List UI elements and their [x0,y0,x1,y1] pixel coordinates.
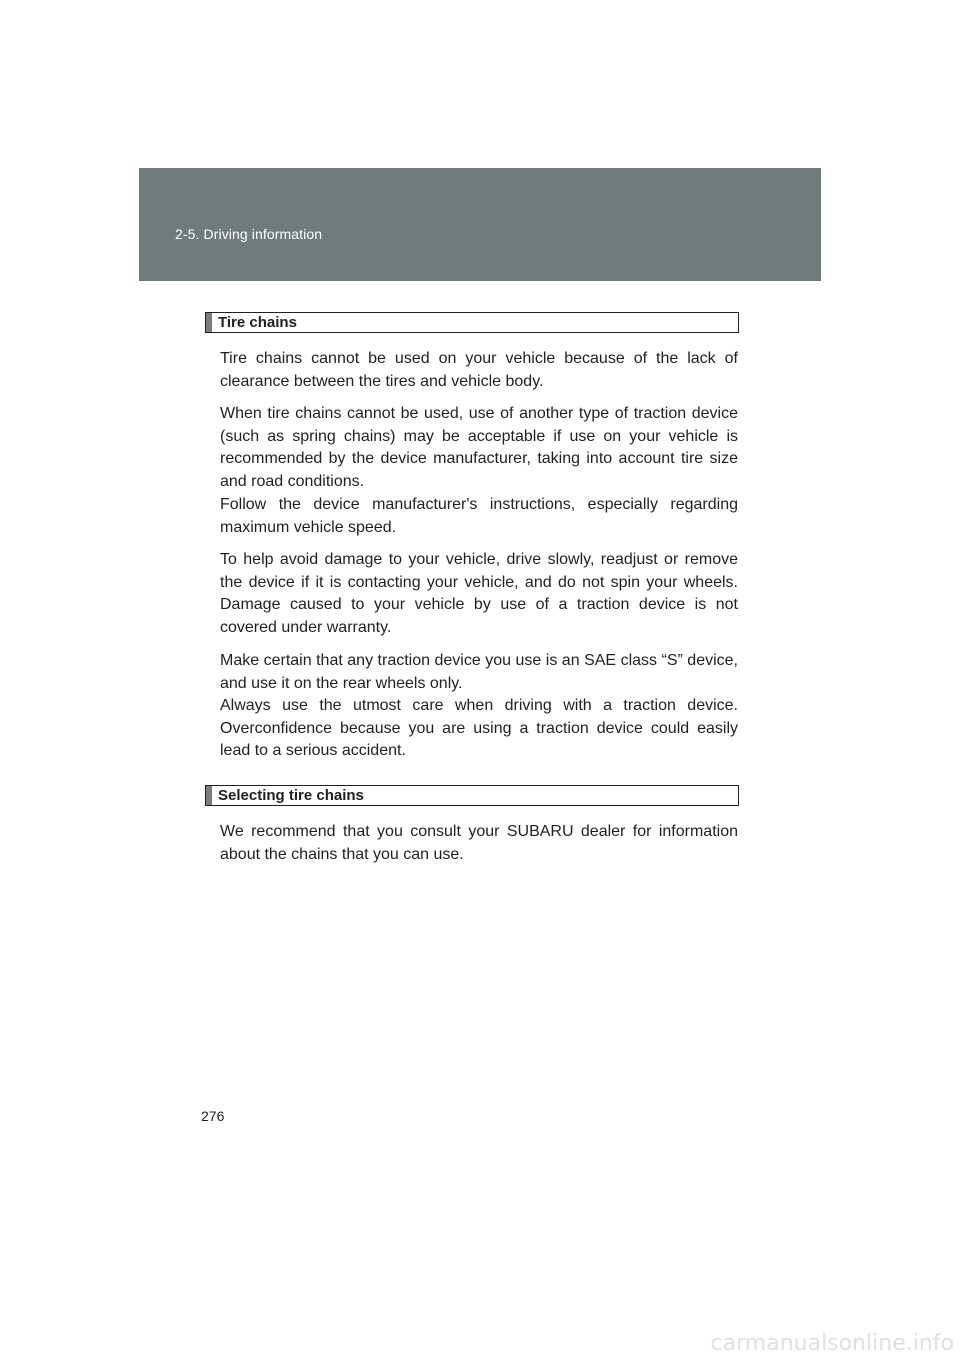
paragraph: Tire chains cannot be used on your vehicle because of the lack of clearance between the tires and vehicle body. [220,350,738,390]
paragraph: We recommend that you consult your SUBARU dealer for information about the chains that you can use. [220,823,738,863]
section-heading-selecting-tire-chains [205,785,739,806]
section-title: Selecting tire chains [218,787,364,804]
paragraph: Always use the utmost care when driving with a traction device. Overconfidence because you are using a traction device could easily lead to a serious accident. [220,697,738,760]
paragraph: Make certain that any traction device you use is an SAE class “S” device, and use it on the rear wheels only. [220,652,738,692]
page-number: 276 [201,1108,225,1124]
paragraph: When tire chains cannot be used, use of another type of traction device (such as spring chains) may be acceptable if use on your vehicle is recommended by the device manufacturer, taking into account tire size and road conditions. [220,405,738,490]
watermark: carmanualsonline.info [710,1331,954,1356]
section-breadcrumb: 2-5. Driving information [175,226,323,242]
header-band [139,168,821,281]
heading-marker [206,786,212,805]
heading-marker [206,313,212,332]
section-heading-tire-chains [205,312,739,333]
paragraph: To help avoid damage to your vehicle, drive slowly, readjust or remove the device if it is contacting your vehicle, and do not spin your wheels. Damage caused to your vehicle by use of a traction device is not covered under warranty. [220,551,738,636]
paragraph: Follow the device manufacturer's instructions, especially regarding maximum vehicle speed. [220,496,738,536]
section-title: Tire chains [218,314,297,331]
